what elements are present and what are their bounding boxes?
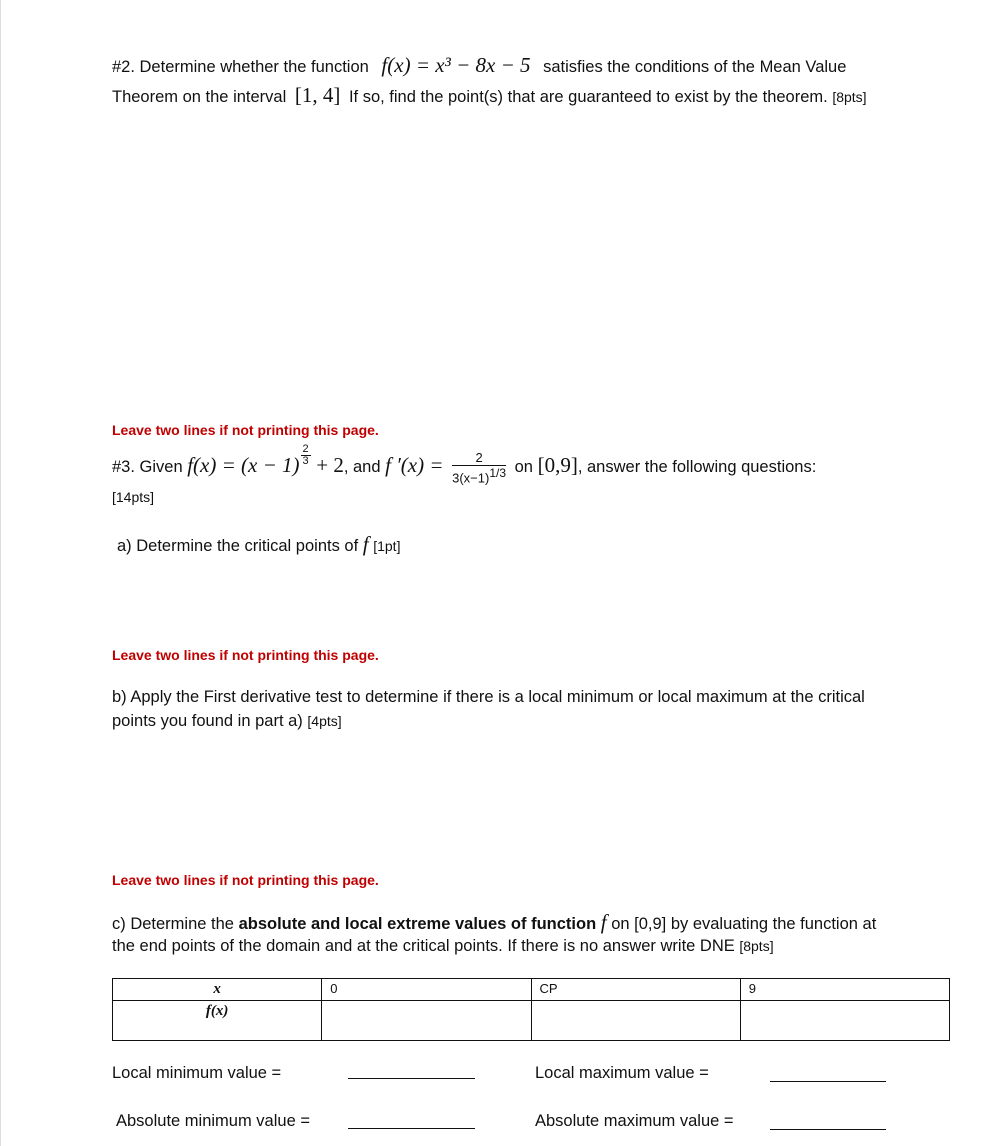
table-cell[interactable]: [740, 1001, 949, 1041]
q2-line2a: Theorem on the interval: [112, 88, 287, 106]
local-min-label: Local minimum value =: [112, 1064, 282, 1082]
q3b-points: [4pts]: [307, 713, 342, 729]
q3c-pre: c) Determine the: [112, 915, 234, 933]
q3-given: #3. Given: [112, 458, 183, 476]
table-row: [113, 1001, 950, 1041]
local-max-blank[interactable]: [770, 1081, 886, 1082]
q3-derivative: f ′(x) =: [385, 453, 444, 477]
table-cell: CP: [531, 979, 740, 1001]
q3-rest: , answer the following questions:: [577, 458, 817, 476]
table-cell: 0: [322, 979, 531, 1001]
q2-line2: [112, 82, 867, 110]
local-max-label: Local maximum value =: [535, 1064, 709, 1082]
page-edge: [0, 0, 1, 1146]
table-row: [113, 979, 950, 1001]
table-cell: x: [113, 979, 322, 1001]
q3-derivative-fraction: $\frac{2}{3(x-1)^{1/3}}$: [452, 449, 507, 486]
values-table: [112, 978, 950, 1041]
table-cell: f(x): [113, 1001, 322, 1041]
q2-line1: [112, 52, 846, 80]
q2-function: f(x) = x³ − 8x − 5: [381, 53, 531, 77]
q3c-f: f: [600, 910, 607, 934]
q3c-text: the end points of the domain and at the critical points. If there is no answer write DNE: [112, 937, 735, 955]
abs-min-blank[interactable]: [348, 1128, 475, 1129]
q3-interval: [0,9]: [537, 453, 578, 477]
q3-exponent: $\frac{2}{3}$: [302, 443, 309, 467]
q2-line2b: If so, find the point(s) that are guaranteed to exist by the theorem.: [348, 88, 828, 106]
notice-3: Leave two lines if not printing this page.: [112, 872, 379, 888]
local-min-blank[interactable]: [348, 1078, 475, 1079]
table-cell[interactable]: [322, 1001, 531, 1041]
q3a-f: f: [362, 532, 369, 556]
q3a: [117, 531, 400, 559]
q3-function: f(x) = (x − 1): [187, 453, 300, 477]
q3b-text: points you found in part a): [112, 712, 303, 730]
abs-max-label: Absolute maximum value =: [535, 1112, 734, 1130]
q3-function-tail: + 2: [316, 453, 344, 477]
abs-min-label: Absolute minimum value =: [116, 1112, 310, 1130]
q3-line1: [112, 444, 816, 487]
q3a-points: [1pt]: [373, 538, 401, 554]
q3-on: on: [514, 458, 533, 476]
table-cell: 9: [740, 979, 949, 1001]
abs-max-blank[interactable]: [770, 1129, 886, 1130]
q2-mid: satisfies the conditions of the Mean Value: [543, 58, 847, 76]
q3b-line2: [112, 708, 342, 734]
q2-interval: [1, 4]: [294, 83, 341, 107]
q3a-text: a) Determine the critical points of: [117, 537, 359, 555]
q3-and: , and: [343, 458, 381, 476]
q3b-line1: b) Apply the First derivative test to determine if there is a local minimum or local maximum at the critical: [112, 688, 865, 706]
q3-points: [14pts]: [112, 489, 155, 505]
q3c-line2: [112, 933, 774, 959]
q3c-points: [8pts]: [739, 938, 774, 954]
q3c-bold: absolute and local extreme values of function: [238, 915, 597, 933]
q2-intro: #2. Determine whether the function: [112, 58, 369, 76]
table-cell[interactable]: [531, 1001, 740, 1041]
q2-points: [8pts]: [832, 89, 867, 105]
q3c-post: on [0,9] by evaluating the function at: [611, 915, 877, 933]
notice-2: Leave two lines if not printing this page.: [112, 647, 379, 663]
notice-1: Leave two lines if not printing this page.: [112, 422, 379, 438]
